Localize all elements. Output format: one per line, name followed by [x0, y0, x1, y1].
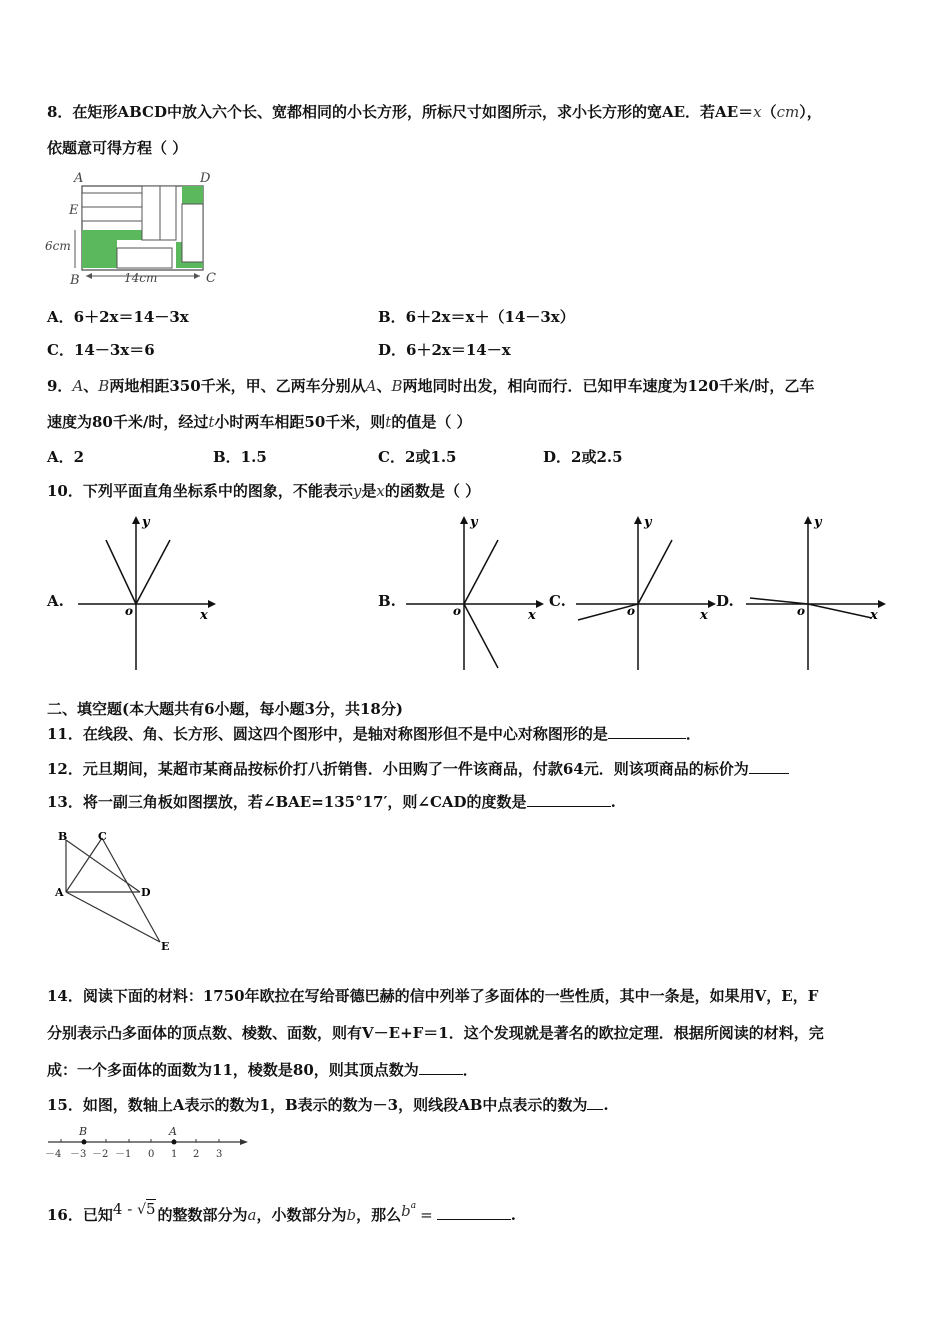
q13-label-a: A — [55, 886, 64, 899]
q15-number-line — [44, 1124, 254, 1162]
q8-option-d: D．6＋2x＝14－x — [378, 341, 511, 359]
q8-label-a: A — [74, 171, 84, 186]
q16-line: 16．已知4 - √5 的整数部分为a，小数部分为b，那么$b^a$ = . — [47, 1200, 516, 1224]
q10-graph-b — [398, 512, 548, 672]
q13-label-b: B — [58, 830, 68, 843]
q8-label-b: B — [70, 273, 80, 286]
q8-option-b: B．6＋2x＝x＋（14－3x） — [378, 308, 575, 326]
q10-b-origin-label: o — [453, 604, 462, 618]
q15-point-b-label: B — [79, 1125, 88, 1138]
q8-label-c: C — [206, 271, 216, 286]
tick-label: 0 — [148, 1149, 155, 1160]
q15-point-a-label: A — [169, 1125, 177, 1138]
q10-a-origin-label: o — [125, 604, 134, 618]
q9-line2: 速度为80千米/时，经过t小时两车相距50千米，则t的值是（ ） — [47, 413, 472, 431]
tick-label: －1 — [115, 1149, 132, 1160]
q10-a-y-axis-label: y — [142, 515, 150, 530]
q8-option-c: C．14－3x＝6 — [47, 341, 155, 359]
tick-label: －2 — [92, 1149, 109, 1160]
q9-line1: 9．A、B两地相距350千米，甲、乙两车分别从A、B两地同时出发，相向而行．已知甲车速度为120千米/时，乙车 — [47, 377, 815, 395]
q9-option-a: A．2 — [47, 448, 85, 466]
q14-line3: 成：一个多面体的面数为11，棱数是80，则其顶点数为 ． — [47, 1061, 478, 1079]
q10-d-x-axis-label: x — [870, 608, 878, 623]
q10-label-b: B. — [378, 592, 396, 610]
q15-line: 15．如图，数轴上A表示的数为1，B表示的数为－3，则线段AB中点表示的数为 . — [47, 1096, 609, 1114]
q10-label-a: A. — [47, 592, 64, 610]
q14-line2: 分别表示凸多面体的顶点数、棱数、面数，则有V－E+F＝1．这个发现就是著名的欧拉定理．根据所阅读的材料，完 — [47, 1024, 824, 1042]
tick-label: －4 — [45, 1149, 62, 1160]
q10-d-y-axis-label: y — [814, 515, 822, 530]
q8-line1: 8．在矩形ABCD中放入六个长、宽都相同的小长方形，所标尺寸如图所示，求小长方形的宽AE．若AE＝x（cm）， — [47, 103, 822, 121]
q8-label-d: D — [200, 171, 211, 186]
q10-label-c: C. — [549, 592, 566, 610]
q10-c-y-axis-label: y — [644, 515, 652, 530]
tick-label: －3 — [70, 1149, 87, 1160]
q10-c-x-axis-label: x — [700, 608, 708, 623]
q9-option-b: B．1.5 — [213, 448, 267, 466]
q8-label-e: E — [69, 203, 79, 218]
q13-line: 13．将一副三角板如图摆放，若∠BAE=135°17′，则∠CAD的度数是 . — [47, 793, 616, 811]
q8-rectangle-figure — [42, 168, 222, 286]
q9-option-c: C．2或1.5 — [378, 448, 457, 466]
q10-d-origin-label: o — [797, 604, 806, 618]
q8-option-a: A．6＋2x＝14－3x — [47, 308, 189, 326]
q14-line1: 14．阅读下面的材料：1750年欧拉在写给哥德巴赫的信中列举了多面体的一些性质，其中一条是，如果用V，E，F — [47, 987, 819, 1005]
q10-label-d: D. — [716, 592, 734, 610]
q8-label-height: 6cm — [45, 239, 71, 253]
q10-graph-a — [70, 512, 220, 672]
q10-graph-c — [570, 512, 720, 672]
tick-label: 2 — [193, 1149, 200, 1160]
q13-label-d: D — [141, 886, 151, 899]
q16-expression: 4 - √5 — [112, 1200, 156, 1218]
q11-line: 11．在线段、角、长方形、圆这四个图形中，是轴对称图形但不是中心对称图形的是 ． — [47, 725, 701, 743]
q10-line1: 10．下列平面直角坐标系中的图象，不能表示y是x的函数是（ ） — [47, 482, 481, 500]
q8-label-width: 14cm — [124, 271, 158, 285]
tick-label: 3 — [216, 1149, 223, 1160]
q10-graph-d — [740, 512, 890, 672]
q10-b-x-axis-label: x — [528, 608, 536, 623]
q8-line2: 依题意可得方程（ ） — [47, 139, 188, 157]
q13-label-e: E — [161, 940, 170, 953]
q10-b-y-axis-label: y — [470, 515, 478, 530]
tick-label: 1 — [171, 1149, 178, 1160]
q9-option-d: D．2或2.5 — [543, 448, 623, 466]
q10-a-x-axis-label: x — [200, 608, 208, 623]
q13-triangle-figure — [44, 828, 194, 954]
q12-line: 12．元旦期间，某超市某商品按标价打八折销售．小田购了一件该商品，付款64元．则该项商品的标价为 — [47, 759, 789, 779]
q10-c-origin-label: o — [627, 604, 636, 618]
section-title-fill-in: 二、填空题(本大题共有6小题，每小题3分，共18分) — [47, 700, 403, 718]
q13-label-c: C — [98, 830, 107, 843]
